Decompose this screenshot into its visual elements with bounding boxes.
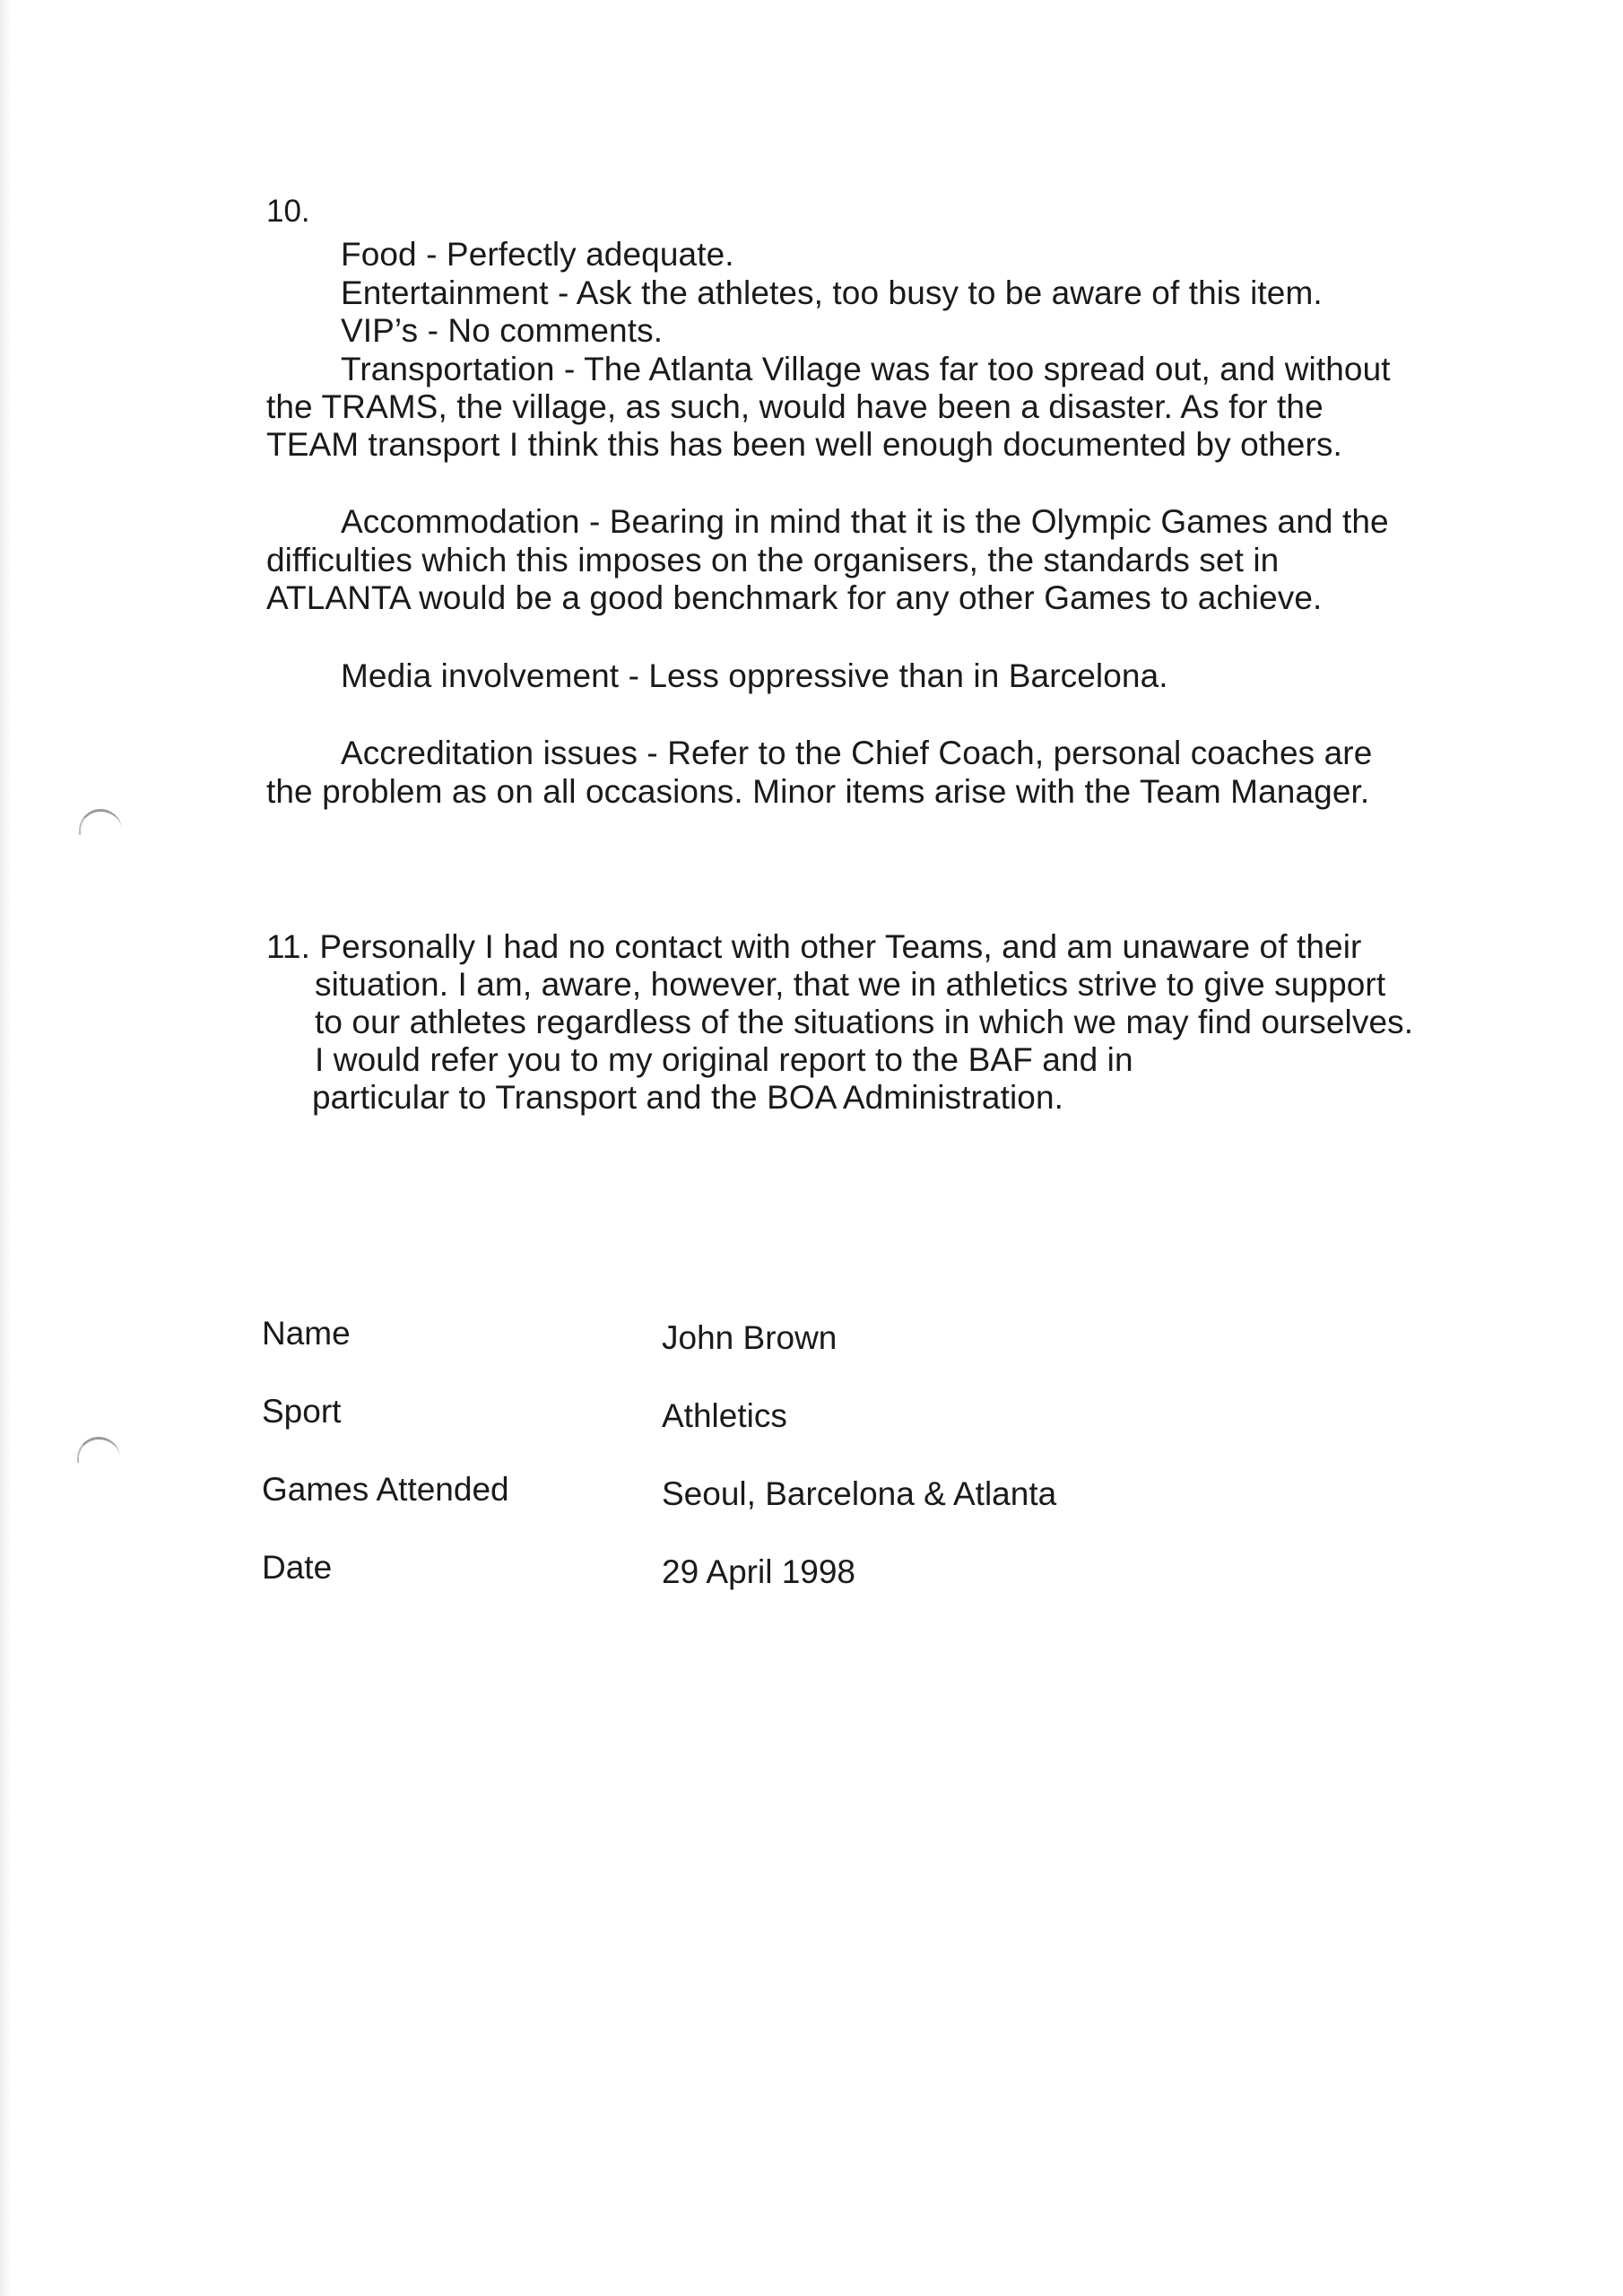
games-attended-label: Games Attended xyxy=(262,1471,509,1508)
date-label: Date xyxy=(262,1549,333,1586)
accommodation-line-1: Accommodation - Bearing in mind that it is the Olympic Games and the xyxy=(341,503,1389,540)
games-attended-value: Seoul, Barcelona & Atlanta xyxy=(662,1475,1057,1512)
sport-value: Athletics xyxy=(662,1397,787,1434)
accreditation-line-1: Accreditation issues - Refer to the Chief Coach, personal coaches are xyxy=(341,735,1373,771)
sport-label: Sport xyxy=(262,1393,342,1430)
media-involvement-line: Media involvement - Less oppressive than in Barcelona. xyxy=(341,657,1168,694)
section-11-line-3: to our athletes regardless of the situations in which we may find ourselves. xyxy=(315,1004,1414,1040)
transportation-line-1: Transportation - The Atlanta Village was far too spread out, and without xyxy=(341,351,1391,387)
section-11-line-2: situation. I am, aware, however, that we in athletics strive to give support xyxy=(315,966,1386,1003)
accreditation-line-2: the problem as on all occasions. Minor items arise with the Team Manager. xyxy=(266,773,1370,810)
vips-line: VIP’s - No comments. xyxy=(341,312,664,349)
punch-hole-mark-lower xyxy=(77,1437,120,1463)
entertainment-line: Entertainment - Ask the athletes, too busy to be aware of this item. xyxy=(341,274,1323,311)
name-value: John Brown xyxy=(662,1319,838,1356)
transportation-line-2: the TRAMS, the village, as such, would have been a disaster. As for the xyxy=(266,388,1324,425)
section-10-number: 10. xyxy=(266,194,310,229)
transportation-line-3: TEAM transport I think this has been well enough documented by others. xyxy=(266,426,1342,463)
date-value: 29 April 1998 xyxy=(662,1553,856,1590)
name-label: Name xyxy=(262,1315,351,1352)
punch-hole-mark-upper xyxy=(79,809,122,835)
accommodation-line-3: ATLANTA would be a good benchmark for any other Games to achieve. xyxy=(266,579,1323,616)
section-11-line-4: I would refer you to my original report to the BAF and in xyxy=(315,1041,1133,1078)
food-line: Food - Perfectly adequate. xyxy=(341,236,734,273)
section-11-line-1: 11. Personally I had no contact with other Teams, and am unaware of their xyxy=(266,928,1362,965)
section-11-line-5: particular to Transport and the BOA Administration. xyxy=(312,1079,1064,1116)
page-edge-shadow xyxy=(0,0,13,2296)
accommodation-line-2: difficulties which this imposes on the organisers, the standards set in xyxy=(266,542,1280,578)
